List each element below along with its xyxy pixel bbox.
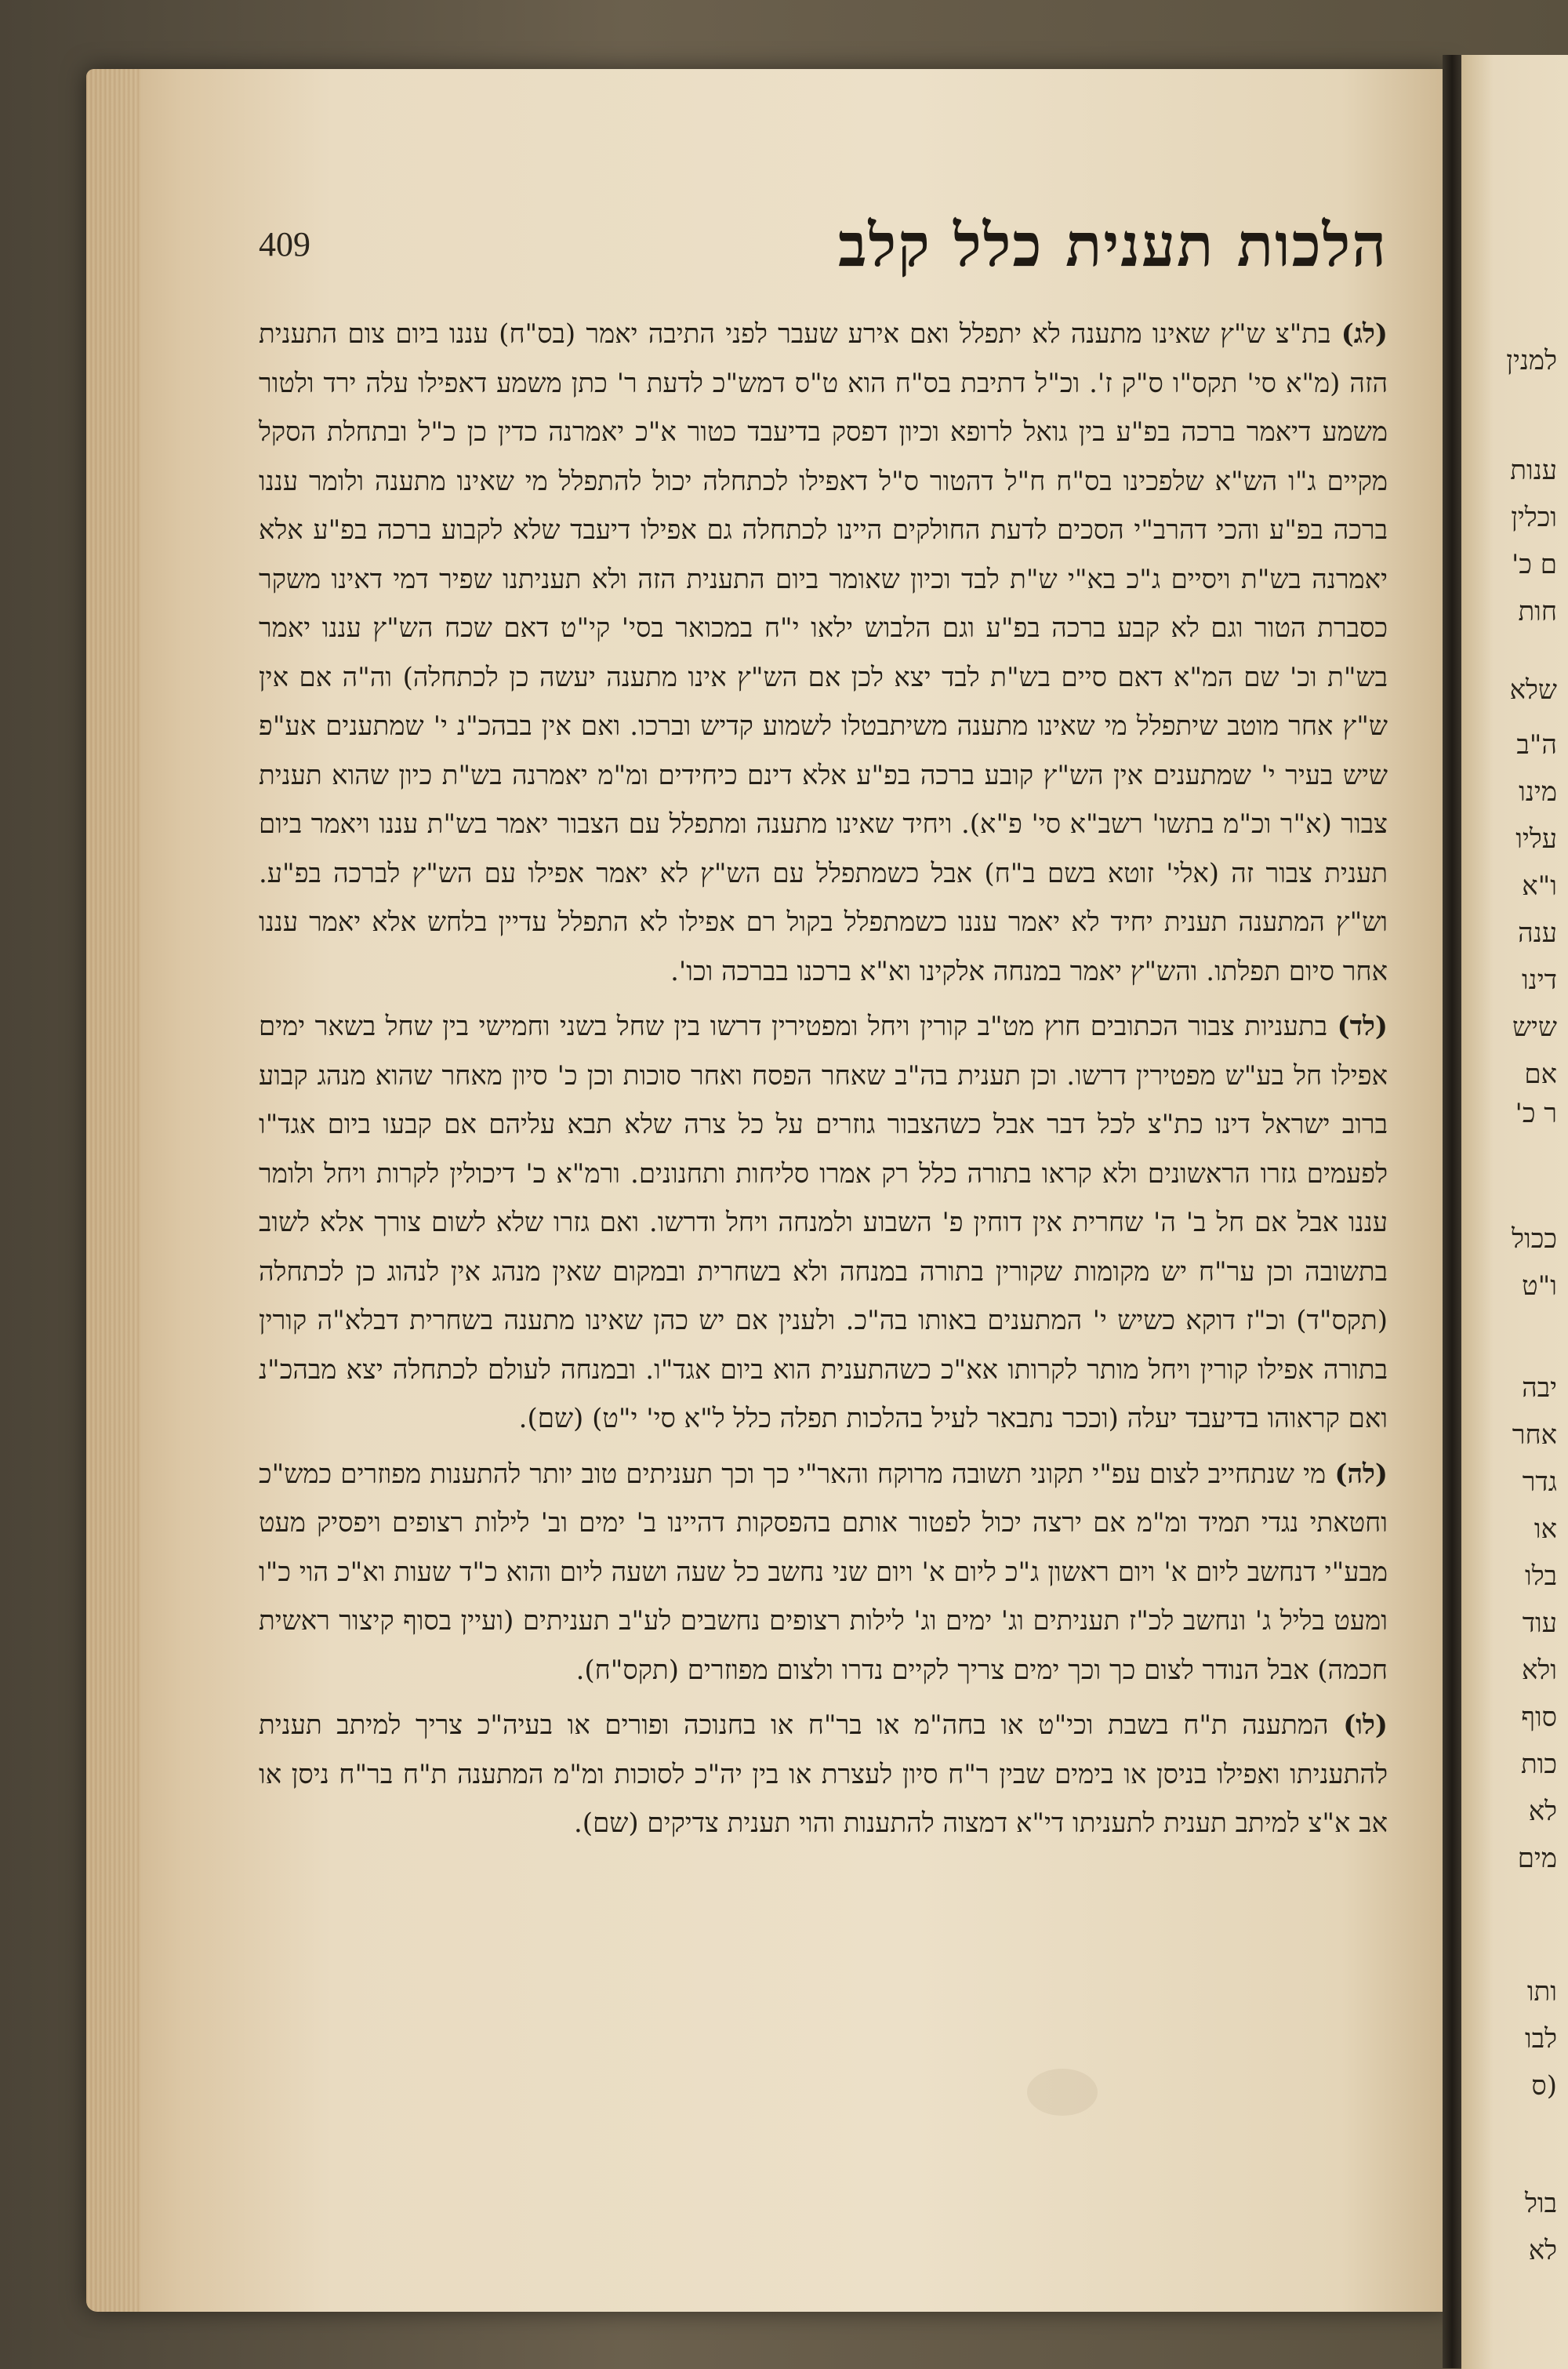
running-title: הלכות תענית כלל קלב	[837, 210, 1388, 280]
paper-stain	[1027, 2069, 1098, 2116]
next-page-line: ו"א	[1522, 870, 1557, 902]
paragraph	[259, 1450, 1388, 1695]
next-page-line: חות	[1518, 596, 1557, 627]
next-page-line: ענה	[1518, 917, 1557, 949]
next-page-line: אם	[1524, 1059, 1557, 1090]
next-page-line: לא	[1528, 2235, 1557, 2266]
paragraph-text: המתענה ת"ח בשבת וכי"ט או בחה"מ או בר"ח או בחנוכה ופורים או בעיה"כ צריך למיתב תענית להתעניתו ואפילו בניסן או בימים שבין ר"ח סיון לעצרת או בין יה"כ לסוכות ומ"מ המתענה ת"ח בר"ח ניסן או אב א"צ למיתב תענית לתעניתו די"א דמצוה להתענות והוי תענית צדיקים (שם).	[259, 1710, 1388, 1839]
section-marker: (לד)	[1337, 1011, 1388, 1042]
section-marker: (לג)	[1341, 318, 1388, 350]
paragraph-text: בת"צ ש"ץ שאינו מתענה לא יתפלל ואם אירע שעבר לפני התיבה יאמר (בס"ח) עננו ביום צום התענית הזה (מ"א סי' תקס"ו ס"ק ז'. וכ"ל דתיבת בס"ח הוא ט"ס דמש"כ לדעת ר' כתן משמע דאפילו עלה ירד ולטור משמע דיאמר ברכה בפ"ע בין גואל לרופא וכיון דפסק בדיעבד כטור א"כ יאמרנה כדין כן כ"ל ובתחלת הסקל מקיים ג"ו הש"א שלפכינו בס"ח ח"ל דהטור ס"ל דאפילו לכתחלה יכול להתפלל מי שאינו מתענה ולומר עננו ברכה בפ"ע והכי דהרב"י הסכים לדעת החולקים היינו לכתחלה גם אפילו דיעבד שלא לקבוע ברכה בפ"ע אלא יאמרנה בש"ת ויסיים ג"כ בא"י ש"ת לבד וכיון שאומר ביום התענית הזה ולא תעניתנו שפיר דמי דאינו משקר כסברת הטור וגם לא קבע ברכה בפ"ע וגם הלבוש ילאו י"ח במכואר בסי' קי"ט דאם שכח הש"ץ עננו יאמר בש"ת וכ' שם המ"א דאם סיים בש"ת לבד יצא לכן אם הש"ץ אינו מתענה יעשה כן לכתחלה) וה"ה אם אין ש"ץ אחר מוטב שיתפלל מי שאינו מתענה משיתבטלו לשמוע קדיש וברכו. ואם אין בבהכ"נ י' שמתענים אע"פ שיש בעיר י' שמתענים אין הש"ץ קובע ברכה בפ"ע אלא דינם כיחידים ומ"מ יאמרנה בש"ת כיון שהוא תענית צבור (א"ר וכ"מ בתשו' רשב"א סי' פ"א). ויחיד שאינו מתענה ומתפלל עם הצבור יאמר בש"ת עננו ויאמר ביום תענית צבור זה (אלי' זוטא בשם ב"ח) אבל כשמתפלל עם הש"ץ לא יאמר אפילו עם הש"ץ לברכה בפ"ע. וש"ץ המתענה תענית יחיד לא יאמר עננו כשמתפלל בקול רם אפילו לא התפלל עדיין בלחש אלא יאמר עננו אחר סיום תפלתו. והש"ץ יאמר במנחה אלקינו וא"א ברכנו בברכה וכו'.	[259, 318, 1388, 987]
next-page-line: ה"ב	[1516, 729, 1557, 761]
next-page-line: דינו	[1521, 965, 1557, 996]
next-page-line: לא	[1528, 1796, 1557, 1827]
paragraph	[259, 1701, 1388, 1848]
next-page-line: וכלין	[1511, 502, 1557, 533]
next-page-line: לבו	[1525, 2023, 1557, 2055]
book-gutter	[1443, 55, 1461, 2368]
next-page-line: ר כ'	[1515, 1098, 1557, 1129]
next-page-fragment	[1461, 55, 1568, 2369]
next-page-line: סוף	[1521, 1702, 1557, 1733]
next-page-line: כות	[1520, 1749, 1557, 1780]
next-page-line: עליו	[1515, 823, 1557, 855]
next-page-line: מים	[1517, 1843, 1557, 1874]
paragraph-text: בתעניות צבור הכתובים חוץ מט"ב קורין ויחל ומפטירין דרשו בין שחל בשני וחמישי בין שחל בשאר ימים אפילו חל בע"ש מפטירין דרשו. וכן תענית בה"ב שאחר הפסח ואחר סוכות וכן כ' סיון מאחר שהוא מנהג קבוע ברוב ישראל דינו כת"צ לכל דבר אבל כשהצבור גוזרים על כל צרה שלא תבא עליהם אם קבעו ביום אגד"ו לפעמים גזרו הראשונים ולא קראו בתורה כלל רק אמרו סליחות ותחנונים. ורמ"א כ' דיכולין לקרות ויחל ולומר עננו אבל אם חל ב' ה' שחרית אין דוחין פ' השבוע ולמנחה ויחל ודרשו. ואם גזרו שלא לשום צורך אלא לשוב בתשובה וכן ער"ח יש מקומות שקורין בתורה במנחה ולא בשחרית ובמקום שאין מנהג אין לנהוג כן לכתחלה (תקס"ד) וכ"ז דוקא כשיש י' המתענים באותו בה"כ. ולענין אם יש כהן שאינו מתענה בשחרית דבלא"ה קורין בתורה אפילו קורין ויחל מותר לקרותו אא"כ כשהתענית הוא ביום אגד"ו. ובמנחה לעולם לכתחלה יצא מבהכ"נ ואם קראוהו בדיעבד יעלה (וככר נתבאר לעיל בהלכות תפלה כלל ל"א סי' י"ט) (שם).	[259, 1011, 1388, 1434]
next-page-line: (ס	[1531, 2070, 1557, 2102]
next-page-line: או	[1534, 1513, 1557, 1545]
paragraph	[259, 310, 1388, 996]
next-page-line: מינו	[1519, 776, 1557, 808]
next-page-line: ככול	[1512, 1223, 1557, 1255]
paragraph-text: מי שנתחייב לצום עפ"י תקוני תשובה מרוקח והאר"י כך וכך תעניתים טוב יותר להתענות מפוזרים כמש"כ וחטאתי נגדי תמיד ומ"מ אם ירצה יכול לפטור אותם בהפסקות דהיינו ב' ימים וב' לילות רצופים ויפסיק מעט מבע"י דנחשב ליום א' ויום ראשון ג"כ ליום א' ויום שני נחשב כל שעה ושעה ליום והוא כ"ד שעות וא"כ הוי כ"ו ומעט בליל ג' ונחשב לכ"ז תעניתים וג' ימים וג' לילות רצופים נחשבים לע"ב תעניתים (ועיין בסוף קיצור ראשית חכמה) אבל הנודר לצום כך וכך ימים צריך לקיים נדרו ולצום מפוזרים (תקס"ח).	[259, 1458, 1388, 1686]
next-page-line: ם כ'	[1512, 549, 1557, 580]
paragraph	[259, 1002, 1388, 1444]
next-page-line: ולא	[1521, 1655, 1557, 1686]
next-page-line: ו"ט	[1522, 1270, 1557, 1302]
next-page-line: שיש	[1512, 1012, 1557, 1043]
next-page-line: שלא	[1509, 674, 1557, 706]
next-page-line: ותו	[1526, 1976, 1557, 2007]
next-page-line: אחר	[1512, 1419, 1557, 1451]
next-page-line: בול	[1525, 2188, 1557, 2219]
next-page-line: למנין	[1506, 345, 1557, 376]
next-page-line: עוד	[1522, 1608, 1557, 1639]
page-edge-texture	[86, 69, 141, 2312]
section-marker: (לו)	[1343, 1710, 1388, 1741]
next-page-line: בלו	[1525, 1561, 1557, 1592]
main-text	[259, 310, 1388, 1848]
section-marker: (לה)	[1334, 1458, 1388, 1490]
page-number: 409	[259, 225, 310, 263]
page-header	[259, 210, 1388, 296]
next-page-line: יבה	[1522, 1372, 1557, 1404]
next-page-line: גדר	[1522, 1466, 1557, 1498]
next-page-line: ענות	[1510, 455, 1557, 486]
